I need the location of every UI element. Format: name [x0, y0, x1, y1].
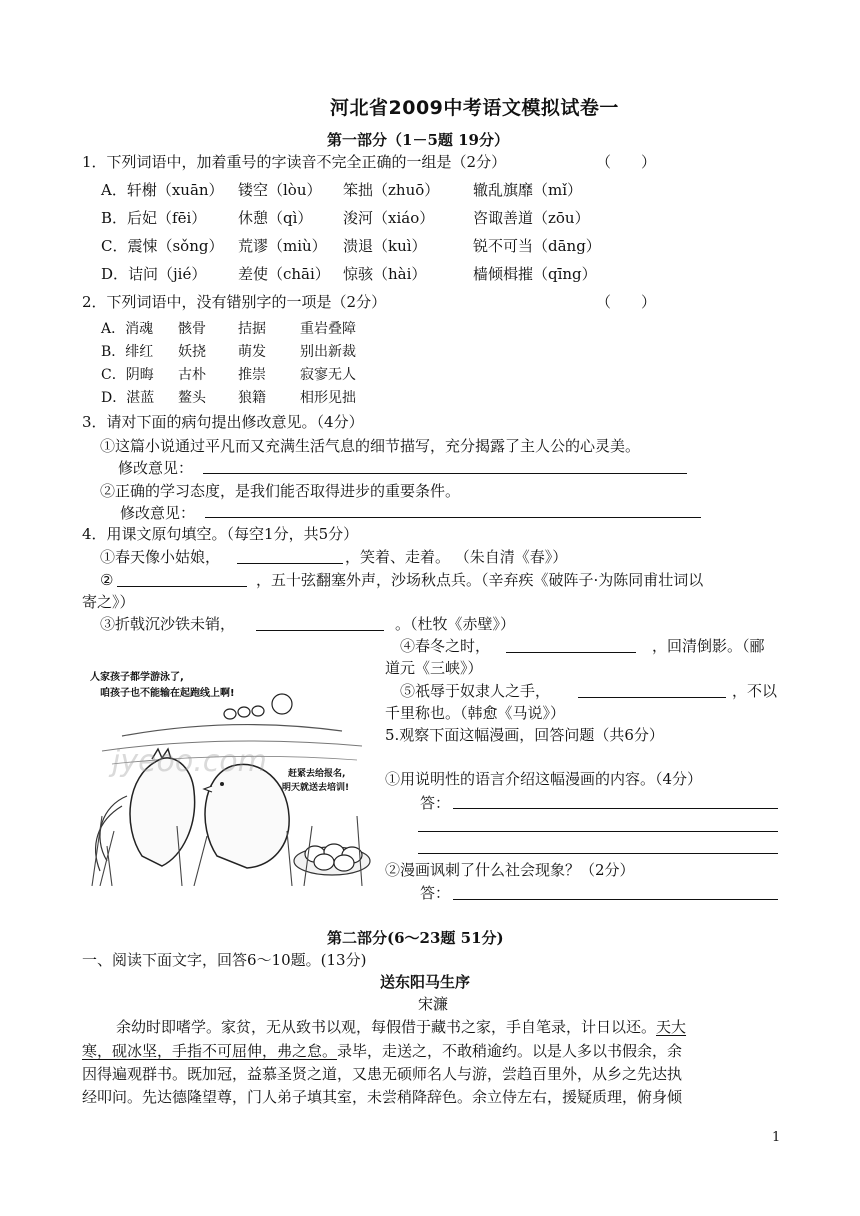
q4-line4-b: ，回清倒影。（郦 [652, 637, 765, 655]
part1-heading: 第一部分（1－5题 19分） [327, 131, 509, 149]
q4-stem: 4．用课文原句填空。（每空1分，共5分） [82, 525, 359, 543]
essay-line-3: 因得遍观群书。既加冠，益慕圣贤之道，又患无硕师名人与游，尝趋百里外，从乡之先达执 [82, 1065, 683, 1083]
essay-line-2 [82, 1041, 682, 1061]
q5-answer-line-1[interactable] [453, 808, 778, 809]
q4-blank-1[interactable] [237, 563, 343, 564]
essay-line-2-text: 录毕，走送之，不敢稍逾约。以是人多以书假余，余 [337, 1042, 683, 1060]
q5-answer-label-2: 答： [420, 884, 451, 902]
essay-line-1-text: 余幼时即嗜学。家贫，无从致书以观，每假借于藏书之家，手自笔录，计日以还。 [116, 1018, 657, 1036]
q2-option-b-3: 萌发 [238, 344, 266, 360]
q1-option-a-2: 镂空（lòu） [238, 181, 322, 199]
q3-answer-line-1[interactable] [203, 473, 687, 474]
q1-option-c-3: 溃退（kuì） [343, 237, 427, 255]
essay-line-4: 经叩问。先达德隆望尊，门人弟子填其室，未尝稍降辞色。余立侍左右，援疑质理，俯身倾 [82, 1088, 683, 1106]
q1-option-b-1: B．后妃（fēi） [101, 209, 207, 227]
q2-option-c-3: 推崇 [238, 367, 266, 383]
q2-option-b-2: 妖挠 [178, 344, 206, 360]
cartoon-bubble-1: 赶紧去给报名, [288, 769, 346, 779]
q4-line4-a: ④春冬之时， [400, 637, 491, 655]
cartoon-caption-2: 咱孩子也不能输在起跑线上啊! [100, 688, 235, 699]
q4-line3-b: 。（杜牧《赤壁》） [395, 615, 516, 633]
q5-stem: 5.观察下面这幅漫画，回答问题（共6分） [385, 726, 664, 744]
q2-option-c-4: 寂寥无人 [300, 367, 356, 383]
q3-stem: 3．请对下面的病句提出修改意见。（4分） [82, 413, 364, 431]
q1-option-b-3: 浚河（xiáo） [343, 209, 435, 227]
q5-answer-line-4[interactable] [453, 899, 778, 900]
q2-option-d-3: 狼籍 [238, 390, 266, 406]
q4-line2-b: ，五十弦翻塞外声，沙场秋点兵。（辛弃疾《破阵子·为陈同甫壮词以 [256, 571, 704, 589]
q1-option-a-4: 辙乱旗靡（mǐ） [473, 181, 583, 199]
q2-option-a-4: 重岩叠障 [300, 321, 356, 337]
q2-option-c-1: C．阴晦 [101, 367, 154, 383]
q4-line5-a: ⑤祇辱于奴隶人之手， [400, 682, 551, 700]
q3-answer-line-2[interactable] [205, 517, 701, 518]
q4-line5-c: 千里称也。（韩愈《马说》） [385, 704, 566, 722]
q2-option-b-1: B．绯红 [101, 344, 154, 360]
essay-line-1-underlined: 天大 [656, 1018, 687, 1036]
q2-stem: 2．下列词语中，没有错别字的一项是（2分） [82, 293, 387, 311]
q1-option-a-3: 笨拙（zhuō） [343, 181, 440, 199]
q4-blank-5[interactable] [578, 697, 726, 698]
q1-option-d-4: 樯倾楫摧（qīng） [473, 265, 597, 283]
q5-answer-label-1: 答： [420, 794, 451, 812]
q1-option-c-2: 荒谬（miù） [238, 237, 327, 255]
q4-line1-b: ，笑着、走着。 （朱自清《春》） [345, 548, 568, 566]
cartoon-illustration [82, 656, 372, 886]
essay-author: 宋濂 [418, 995, 449, 1013]
q4-line2-a: ② [100, 571, 114, 589]
q3-sentence-1: ①这篇小说通过平凡而又充满生活气息的细节描写，充分揭露了主人公的心灵美。 [100, 437, 641, 455]
page-title: 河北省2009中考语文模拟试卷一 [330, 97, 619, 119]
q5-answer-line-3[interactable] [418, 853, 778, 854]
q1-option-c-1: C．震悚（sǒng） [101, 237, 224, 255]
q2-option-a-2: 骸骨 [178, 321, 206, 337]
q2-answer-bracket[interactable]: （ ） [596, 293, 657, 311]
q4-blank-3[interactable] [256, 630, 384, 631]
q4-line2-c: 寄之》） [82, 593, 135, 611]
cartoon-caption-1: 人家孩子都学游泳了, [90, 672, 184, 683]
q4-line5-b: ，不以 [732, 682, 778, 700]
q4-line1-a: ①春天像小姑娘， [100, 548, 221, 566]
q3-label-1: 修改意见： [118, 459, 194, 477]
q4-line4-c: 道元《三峡》） [385, 659, 483, 677]
essay-title: 送东阳马生序 [380, 973, 471, 991]
q1-option-b-4: 咨诹善道（zōu） [473, 209, 590, 227]
essay-line-2-underlined: 寒，砚冰坚，手指不可屈伸，弗之怠。 [82, 1042, 338, 1060]
q2-option-b-4: 别出新裁 [300, 344, 356, 360]
part2-heading: 第二部分(6～23题 51分) [327, 929, 504, 947]
page-number: 1 [772, 1130, 781, 1145]
q1-option-d-1: D．诘问（jié） [101, 265, 207, 283]
q1-answer-bracket[interactable]: （ ） [596, 153, 657, 171]
q1-stem: 1．下列词语中，加着重号的字读音不完全正确的一组是（2分） [82, 153, 507, 171]
q2-option-d-4: 相形见拙 [300, 390, 356, 406]
q5-sub-2: ②漫画讽刺了什么社会现象？（2分） [385, 861, 635, 879]
q3-label-2: 修改意见： [120, 504, 196, 522]
q1-option-d-2: 差使（chāi） [238, 265, 330, 283]
cartoon-watermark: jyeoo.com [112, 744, 267, 779]
q5-sub-1: ①用说明性的语言介绍这幅漫画的内容。（4分） [385, 770, 703, 788]
q2-option-a-1: A．消魂 [101, 321, 154, 337]
q1-option-c-4: 锐不可当（dāng） [473, 237, 601, 255]
q1-option-a-1: A．轩榭（xuān） [101, 181, 224, 199]
q3-sentence-2: ②正确的学习态度，是我们能否取得进步的重要条件。 [100, 482, 461, 500]
q4-blank-2[interactable] [117, 586, 247, 587]
q5-answer-line-2[interactable] [418, 831, 778, 832]
part2-section-1: 一、阅读下面文字，回答6～10题。(13分) [82, 951, 367, 969]
q4-blank-4[interactable] [506, 652, 636, 653]
q2-option-d-1: D．湛蓝 [101, 390, 155, 406]
q2-option-a-3: 拮据 [238, 321, 266, 337]
q1-option-b-2: 休憩（qì） [238, 209, 313, 227]
q4-line3-a: ③折戟沉沙铁未销， [100, 615, 236, 633]
q1-option-d-3: 惊骇（hài） [343, 265, 427, 283]
essay-line-1 [116, 1017, 686, 1037]
cartoon-bubble-2: 明天就送去培训! [282, 783, 350, 793]
q2-option-c-2: 古朴 [178, 367, 206, 383]
q2-option-d-2: 鳌头 [178, 390, 206, 406]
